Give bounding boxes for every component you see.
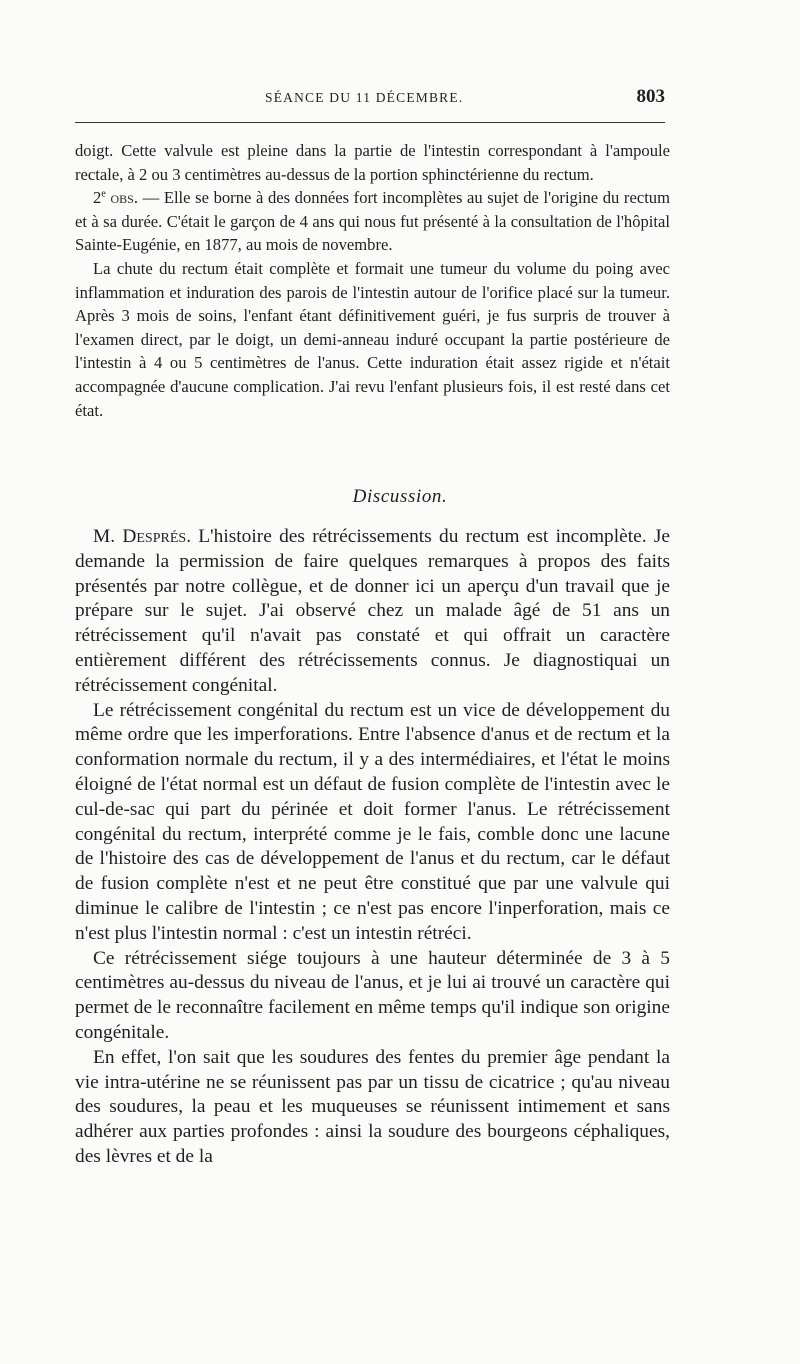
running-head	[75, 86, 665, 112]
obs2-superscript: e	[101, 188, 106, 200]
observation-section	[75, 139, 670, 422]
speaker-prefix: M.	[93, 526, 116, 547]
header-rule	[75, 122, 665, 123]
discussion-heading: Discussion.	[352, 486, 448, 507]
observation-2	[75, 186, 670, 257]
discussion-paragraph-4: En effet, l'on sait que les soudures des fentes du premier âge pendant la vie intra-utérine ne se réunissent pas par un tissu de cicatrice ; qu'au niveau des soudures, la peau et les muqueuses se réunissent intimement et sans adhérer aux parties profondes : ainsi la soudure des bourgeons céphaliques, des lèvres et de la	[75, 1046, 670, 1167]
obs2-text: — Elle se borne à des données fort incomplètes au sujet de l'origine du rectum et à sa durée. C'était le garçon de 4 ans qui nous fut présenté à la consultation de l'hôpital Sainte-Eugénie, en 1877, au mois de novembre.	[75, 188, 671, 255]
running-title: SÉANCE DU 11 DÉCEMBRE.	[265, 90, 464, 105]
discussion-paragraph-3: Ce rétrécissement siége toujours à une hauteur déterminée de 3 à 5 centimètres au-dessus du niveau de l'anus, et je lui ai trouvé un caractère qui permet de le reconnaître facilement en même temps qu'il indique son origine congénitale.	[75, 947, 670, 1043]
obs2-number: 2	[93, 188, 102, 208]
discussion-paragraph-1-text: . L'histoire des rétrécissements du rectum est incomplète. Je demande la permission de faire quelques remarques à propos des faits présentés par notre collègue, et de donner ici un aperçu d'un travail que je prépare sur le sujet. J'ai observé chez un malade âgé de 51 ans un rétrécissement qu'il n'avait pas constaté et qui offrait un caractère entièrement différent des rétrécissements connus. Je diagnostiquai un rétrécissement congénital.	[75, 526, 670, 696]
obs2-label: obs.	[110, 188, 138, 208]
discussion-paragraph-2: Le rétrécissement congénital du rectum est un vice de développement du même ordre que les imperforations. Entre l'absence d'anus et de rectum et la conformation normale du rectum, il y a des intermédiaires, et l'état le moins éloigné de l'état normal est un défaut de fusion complète de l'intestin avec le cul-de-sac qui part du périnée et doit former l'anus. Le rétrécissement congénital du rectum, interprété comme je le fais, comble donc une lacune de l'histoire des cas de développement de l'anus et du rectum, car le défaut de fusion complète n'est et ne peut être constitué que par une valvule qui diminue le calibre de l'intestin ; ce n'est pas encore l'inperforation, mais ce n'est plus l'intestin normal : c'est un intestin rétréci.	[75, 699, 670, 944]
observation-paragraph-3: La chute du rectum était complète et formait une tumeur du volume du poing avec inflammation et induration des parois de l'intestin autour de l'orifice placé sur la tumeur. Après 3 mois de soins, l'enfant étant définitivement guéri, je fus surpris de trouver à l'examen direct, par le doigt, un demi-anneau induré occupant la partie postérieure de l'intestin à 4 ou 5 centimètres de l'anus. Cette induration était assez rigide et n'était accompagnée d'aucune complication. J'ai revu l'enfant plusieurs fois, il est resté dans cet état.	[75, 258, 670, 420]
observation-continuation: doigt. Cette valvule est pleine dans la partie de l'intestin correspondant à l'ampoule rectale, à 2 ou 3 centimètres au-dessus de la portion sphinctérienne du rectum.	[75, 141, 670, 184]
discussion-section	[75, 525, 670, 1170]
page-number: 803	[636, 86, 665, 107]
discussion-paragraph-1	[75, 525, 670, 699]
speaker-name: Després	[122, 526, 187, 547]
